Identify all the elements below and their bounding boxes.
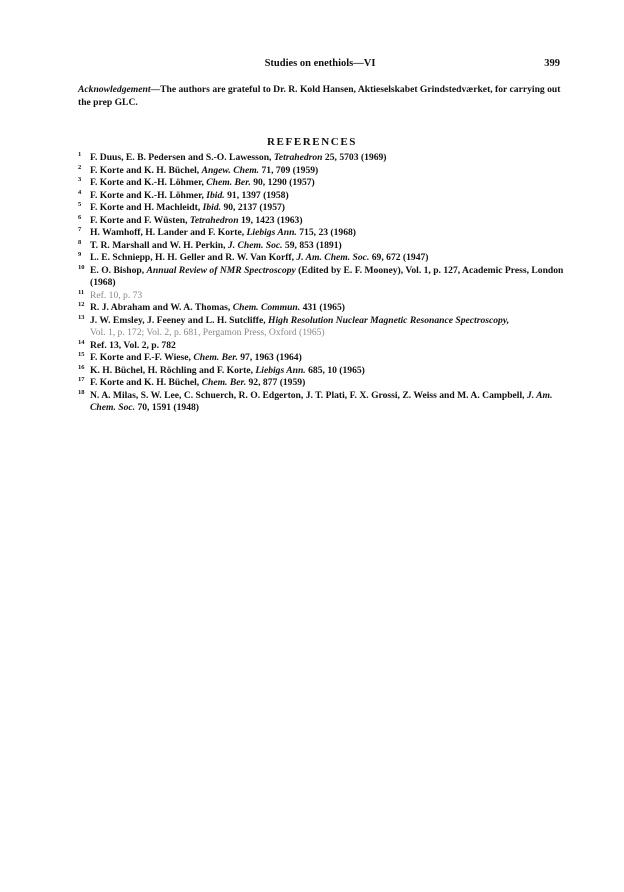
reference-number: 2	[78, 163, 82, 171]
reference-item	[78, 190, 568, 203]
reference-item	[78, 302, 568, 315]
reference-authors: F. Korte and K.-H. Löhmer,	[90, 177, 207, 188]
reference-item	[78, 315, 568, 340]
reference-journal: J. Chem. Soc.	[227, 239, 283, 251]
reference-details: , 709 (1959)	[271, 164, 319, 176]
reference-item	[78, 240, 568, 253]
reference-authors: E. O. Bishop,	[90, 264, 147, 276]
reference-item	[78, 377, 568, 390]
reference-journal: Liebigs Ann.	[246, 227, 297, 238]
reference-journal: Angew. Chem.	[201, 164, 260, 176]
reference-volume: 91	[224, 189, 237, 201]
reference-journal: Tetrahedron	[273, 152, 323, 163]
reference-journal: Tetrahedron	[189, 214, 239, 226]
reference-volume: 715	[296, 227, 314, 238]
reference-number: 3	[78, 176, 82, 183]
reference-details: , 1290 (1957)	[262, 177, 315, 188]
reference-journal: J. Am. Chem. Soc.	[90, 389, 553, 413]
reference-list	[78, 152, 568, 415]
reference-authors: F. Korte and K. H. Büchel,	[90, 377, 202, 388]
reference-details: , 1397 (1958)	[236, 189, 289, 201]
reference-number: 18	[78, 388, 85, 396]
reference-number: 10	[78, 263, 85, 271]
reference-journal: Ibid.	[202, 202, 222, 213]
reference-item	[78, 215, 568, 228]
reference-authors: K. H. Büchel, H. Röchling and F. Korte,	[90, 364, 256, 376]
reference-authors: F. Korte and H. Machleidt,	[90, 202, 203, 213]
reference-number: 5	[78, 201, 82, 208]
reference-number: 7	[78, 226, 82, 233]
reference-volume: 71	[259, 164, 272, 176]
reference-authors: F. Korte and F.-F. Wiese,	[90, 352, 194, 363]
reference-journal: Chem. Ber.	[206, 177, 251, 188]
running-title: Studies on enethiols—VI	[264, 58, 376, 69]
reference-details: (Edited by E. F. Mooney), Vol. 1, p. 127, Academic Press, London (1968)	[90, 264, 564, 288]
reference-details: , 1591 (1948)	[147, 402, 200, 413]
reference-volume: 25	[322, 152, 335, 163]
reference-item	[78, 227, 568, 240]
reference-authors: F. Korte and K.-H. Löhmer,	[90, 189, 207, 201]
reference-authors: F. Korte and K. H. Büchel,	[90, 164, 202, 176]
reference-volume: 90	[221, 202, 234, 213]
reference-number: 16	[78, 363, 85, 371]
reference-number: 12	[78, 301, 85, 308]
reference-details: , 2137 (1957)	[233, 202, 286, 213]
reference-item	[78, 252, 568, 265]
reference-number: 8	[78, 238, 82, 246]
reference-item	[78, 265, 568, 290]
reference-item	[78, 165, 568, 178]
page-number: 399	[544, 58, 560, 69]
reference-volume: 97	[237, 352, 250, 363]
reference-volume: 70	[135, 402, 148, 413]
reference-item	[78, 365, 568, 378]
reference-authors: R. J. Abraham and W. A. Thomas,	[90, 302, 233, 313]
reference-journal: J. Am. Chem. Soc.	[296, 252, 370, 263]
reference-volume: 92	[246, 377, 259, 388]
acknowledgement	[78, 84, 562, 109]
reference-number: 11	[78, 288, 85, 296]
reference-item	[78, 290, 568, 303]
running-head	[80, 58, 560, 72]
reference-volume: 69	[369, 252, 382, 263]
references-heading: REFERENCES	[267, 136, 357, 148]
reference-volume: 59	[282, 239, 295, 251]
reference-authors: Ref. 10, p. 73	[90, 289, 143, 301]
reference-details: , 10 (1965)	[322, 364, 365, 376]
reference-authors: H. Wamhoff, H. Lander and F. Korte,	[90, 227, 247, 238]
reference-details: , 853 (1891)	[294, 239, 342, 251]
reference-number: 17	[78, 376, 85, 383]
reference-details: , 672 (1947)	[381, 252, 429, 263]
reference-item	[78, 177, 568, 190]
reference-volume: 19	[238, 214, 251, 226]
reference-authors: J. W. Emsley, J. Feeney and L. H. Sutcliffe,	[90, 314, 269, 326]
reference-authors: T. R. Marshall and W. H. Perkin,	[90, 239, 228, 251]
reference-journal: Ibid.	[206, 189, 225, 201]
reference-details: , 877 (1959)	[258, 377, 306, 388]
reference-volume: 90	[250, 177, 263, 188]
reference-item	[78, 352, 568, 365]
reference-authors: N. A. Milas, S. W. Lee, C. Schuerch, R. O. Edgerton, J. T. Plati, F. X. Grossi, Z. Weiss and M. A. Campbell,	[90, 389, 527, 401]
reference-details: , 23 (1968)	[313, 227, 357, 238]
reference-number: 13	[78, 313, 85, 321]
reference-number: 9	[78, 251, 82, 258]
reference-journal: Annual Review of NMR Spectroscopy	[146, 264, 296, 276]
reference-item	[78, 340, 568, 353]
reference-journal: Liebigs Ann.	[255, 364, 306, 376]
reference-journal: Chem. Ber.	[201, 377, 247, 388]
reference-volume: 685	[305, 364, 323, 376]
reference-details: , 5703 (1969)	[334, 152, 387, 163]
reference-number: 14	[78, 338, 85, 346]
reference-number: 4	[78, 188, 82, 196]
acknowledgement-text: —The authors are grateful to Dr. R. Kold Hansen, Aktieselskabet Grindstedværket, for carrying out the prep GLC.	[78, 84, 561, 108]
reference-continuation: Vol. 1, p. 172; Vol. 2, p. 681, Pergamon Press, Oxford (1965)	[90, 327, 325, 338]
reference-authors: F. Korte and F. Wüsten,	[90, 214, 190, 226]
reference-number: 1	[78, 151, 82, 158]
reference-journal: Chem. Commun.	[232, 302, 301, 313]
reference-item	[78, 202, 568, 215]
reference-authors: L. E. Schniepp, H. H. Geller and R. W. Van Korff,	[90, 252, 297, 263]
acknowledgement-lead: Acknowledgement	[78, 84, 151, 95]
reference-journal: High Resolution Nuclear Magnetic Resonance Spectroscopy,	[268, 314, 510, 326]
reference-authors: F. Duus, E. B. Pedersen and S.-O. Lawesson,	[90, 152, 274, 163]
reference-details: , 1423 (1963)	[250, 214, 303, 226]
reference-item	[78, 152, 568, 165]
reference-item	[78, 390, 568, 415]
reference-journal: Chem. Ber.	[193, 352, 238, 363]
reference-number: 6	[78, 213, 82, 221]
reference-number: 15	[78, 351, 85, 358]
reference-details: , 1963 (1964)	[249, 352, 302, 363]
reference-authors: Ref. 13, Vol. 2, p. 782	[90, 339, 176, 351]
reference-details: 431 (1965)	[300, 302, 345, 313]
